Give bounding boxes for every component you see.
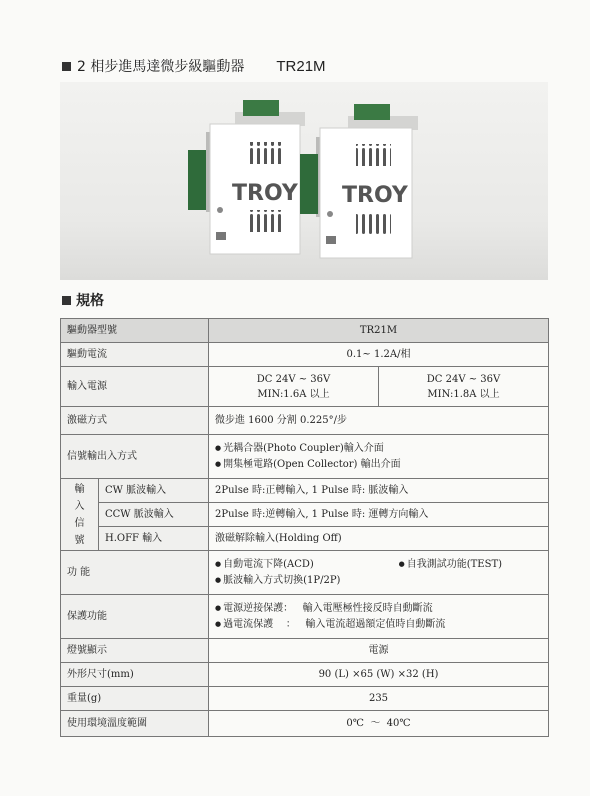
brand-logo-right: TROY	[342, 183, 408, 208]
table-row	[61, 527, 549, 551]
table-row	[61, 663, 549, 687]
square-bullet-icon	[62, 62, 71, 71]
table-row	[61, 595, 549, 639]
table-row	[61, 435, 549, 479]
hoff-label: H.OFF 輸入	[99, 527, 209, 551]
weight-label: 重量(g)	[61, 687, 209, 711]
cw-value: 2Pulse 時:正轉輸入, 1 Pulse 時: 脈波輸入	[209, 479, 549, 503]
excitation-value: 微步進 1600 分割 0.225°/步	[209, 407, 549, 435]
temperature-label: 使用環境溫度範圍	[61, 711, 209, 737]
dimensions-label: 外形尺寸(mm)	[61, 663, 209, 687]
power-right: DC 24V ~ 36V MIN:1.8A 以上	[379, 367, 549, 407]
temperature-value: 0℃ ～ 40℃	[209, 711, 549, 737]
header-value: TR21M	[209, 319, 549, 343]
weight-value: 235	[209, 687, 549, 711]
function-value: ● 自動電流下降(ACD) ● 自我測試功能(TEST) ● 脈波輸入方式切換(1P/2P)	[209, 551, 549, 595]
driver-unit-right	[300, 104, 418, 258]
input-signal-group-label: 輸 入 信 號	[61, 479, 99, 551]
table-row	[61, 479, 549, 503]
signal-io-label: 信號輸出入方式	[61, 435, 209, 479]
signal-io-value: ● 光耦合器(Photo Coupler)輸入介面 ● 開集極電路(Open Collector) 輸出介面	[209, 435, 549, 479]
spec-table	[60, 318, 549, 737]
indicator-label: 燈號顯示	[61, 639, 209, 663]
product-photo	[60, 82, 548, 280]
table-row	[61, 711, 549, 737]
power-left: DC 24V ~ 36V MIN:1.6A 以上	[209, 367, 379, 407]
table-row	[61, 639, 549, 663]
square-bullet-icon	[62, 296, 71, 305]
page-title	[62, 56, 326, 76]
table-row	[61, 687, 549, 711]
spec-heading: 規格	[62, 290, 104, 310]
drive-current-label: 驅動電流	[61, 343, 209, 367]
brand-logo-left: TROY	[232, 181, 298, 206]
table-row	[61, 319, 549, 343]
drive-current-value: 0.1~ 1.2A/相	[209, 343, 549, 367]
protection-value: ● 電源逆接保護： 輸入電壓極性接反時自動斷流 ● 過電流保護 ： 輸入電流超過額定值時自動斷流	[209, 595, 549, 639]
title-text: 2 相步進馬達微步級驅動器	[77, 59, 245, 75]
table-row	[61, 407, 549, 435]
excitation-label: 激磁方式	[61, 407, 209, 435]
indicator-value: 電源	[209, 639, 549, 663]
driver-illustration	[60, 82, 548, 280]
ccw-value: 2Pulse 時:逆轉輸入, 1 Pulse 時: 運轉方向輸入	[209, 503, 549, 527]
cw-label: CW 脈波輸入	[99, 479, 209, 503]
table-row	[61, 503, 549, 527]
driver-unit-left	[188, 100, 305, 254]
power-label: 輸入電源	[61, 367, 209, 407]
hoff-value: 激磁解除輸入(Holding Off)	[209, 527, 549, 551]
ccw-label: CCW 脈波輸入	[99, 503, 209, 527]
header-label: 驅動器型號	[61, 319, 209, 343]
table-row	[61, 343, 549, 367]
protection-label: 保護功能	[61, 595, 209, 639]
table-row	[61, 367, 549, 407]
dimensions-value: 90 (L) ×65 (W) ×32 (H)	[209, 663, 549, 687]
title-model: TR21M	[276, 57, 326, 75]
table-row	[61, 551, 549, 595]
function-label: 功 能	[61, 551, 209, 595]
